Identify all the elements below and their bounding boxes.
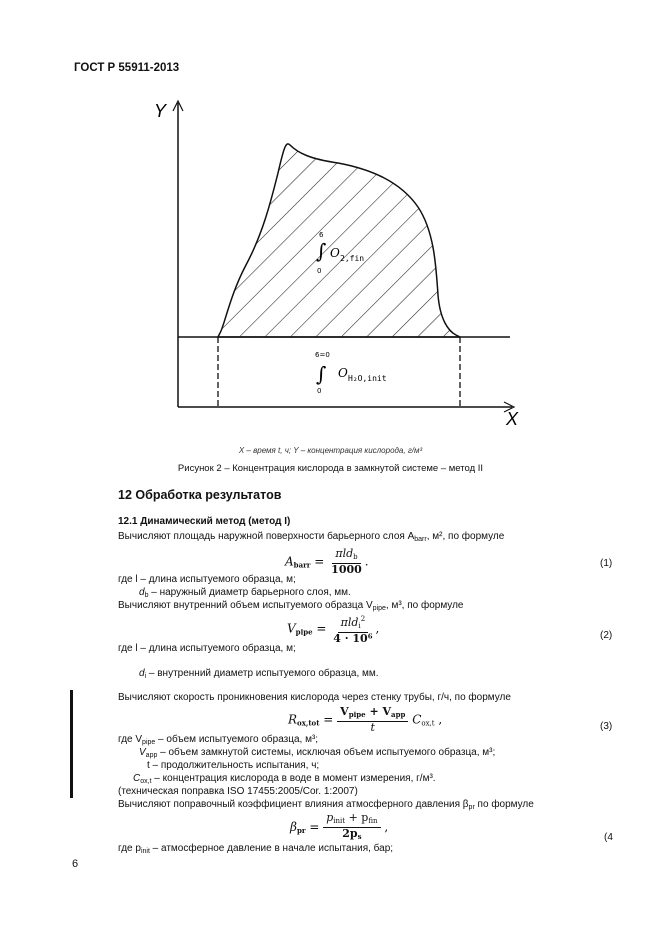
where-vpipe: где $V_{pipe}$ – объем испытуемого образца, м³; [118, 734, 319, 746]
where-vapp: $V_{app}$ – объем замкнутой системы, исключая объем испытуемого образца, м³; [139, 747, 496, 759]
where-cox: $C_{ox,t}$ – концентрация кислорода в воде в момент измерения, г/м³. [133, 773, 436, 785]
where-db: $d_b$ – наружный диаметр барьерного слоя, мм. [139, 587, 351, 599]
lower-integral-subscript: H₂O,init [348, 374, 387, 383]
concentration-curve [218, 144, 460, 337]
formula-3: Rox,tot = $\frac{\text{Vpipe + Vapp}}{t}$ Cox,t , [288, 705, 443, 734]
lower-integral-bottom: 0 [317, 387, 322, 395]
technical-amendment: (техническая поправка ISO 17455:2005/Cor. 1:2007) [118, 786, 358, 797]
upper-integral-subscript: 2,fin [340, 254, 365, 263]
upper-integral-symbol: O [330, 246, 340, 260]
document-header: ГОСТ Р 55911-2013 [74, 62, 180, 74]
where-l-1: где l – длина испытуемого образца, м; [118, 574, 296, 585]
equation-number-4: (4 [604, 832, 613, 843]
figure-oxygen-concentration [150, 95, 530, 445]
page-number: 6 [72, 858, 79, 870]
y-axis-label: Y [154, 101, 167, 121]
figure-caption: Рисунок 2 – Концентрация кислорода в замкнутой системе – метод II [177, 463, 484, 474]
lower-integral-symbol: O [338, 366, 348, 380]
formula-2: Vpipe = $\frac{\pi ldi^2}{\text{4 · 10⁶}}$ , [287, 615, 380, 645]
equation-number-1: (1) [600, 558, 613, 569]
equation-number-3: (3) [600, 721, 613, 732]
paragraph-pressure: Вычисляют поправочный коэффициент влияния атмосферного давления $\beta_{pr}$ по формуле [118, 799, 534, 811]
where-di: $d_i$ – внутренний диаметр испытуемого образца, мм. [139, 668, 379, 680]
upper-integral-sign: ∫ [316, 239, 327, 263]
subsection-title: 12.1 Динамический метод (метод I) [118, 516, 291, 527]
paragraph-volume: Вычисляют внутренний объем испытуемого образца $V_{pipe}$, м³, по формуле [118, 600, 464, 612]
figure-legend: X – время t, ч; Y – концентрация кислорода, г/м³ [238, 446, 423, 455]
where-pinit: где $p_{init}$ – атмосферное давление в начале испытания, бар; [118, 843, 394, 855]
equation-number-2: (2) [600, 630, 613, 641]
formula-4: βpr = $\frac{\text{pinit + pfin}}{2ps}$ , [290, 811, 389, 841]
where-t: t – продолжительность испытания, ч; [147, 760, 320, 771]
where-l-2: где l – длина испытуемого образца, м; [118, 643, 296, 654]
upper-integral-bottom: 0 [317, 267, 322, 275]
formula-1: Abarr = $\frac{\text{πldb}}{1000}$ . [285, 547, 369, 576]
figure-svg [150, 95, 530, 440]
lower-integral-sign: ∫ [316, 362, 327, 386]
paragraph-area: Вычисляют площадь наружной поверхности барьерного слоя $A_{barr}$, м², по формуле [118, 531, 505, 543]
lower-integral-top: 6=0 [315, 351, 330, 359]
upper-integral-top: 6 [319, 231, 324, 239]
paragraph-permeation: Вычисляют скорость проникновения кислорода через стенку трубы, г/ч, по формуле [118, 692, 511, 703]
x-axis-label: X [506, 409, 519, 429]
section-title: 12 Обработка результатов [118, 488, 282, 502]
change-bar [70, 690, 73, 798]
